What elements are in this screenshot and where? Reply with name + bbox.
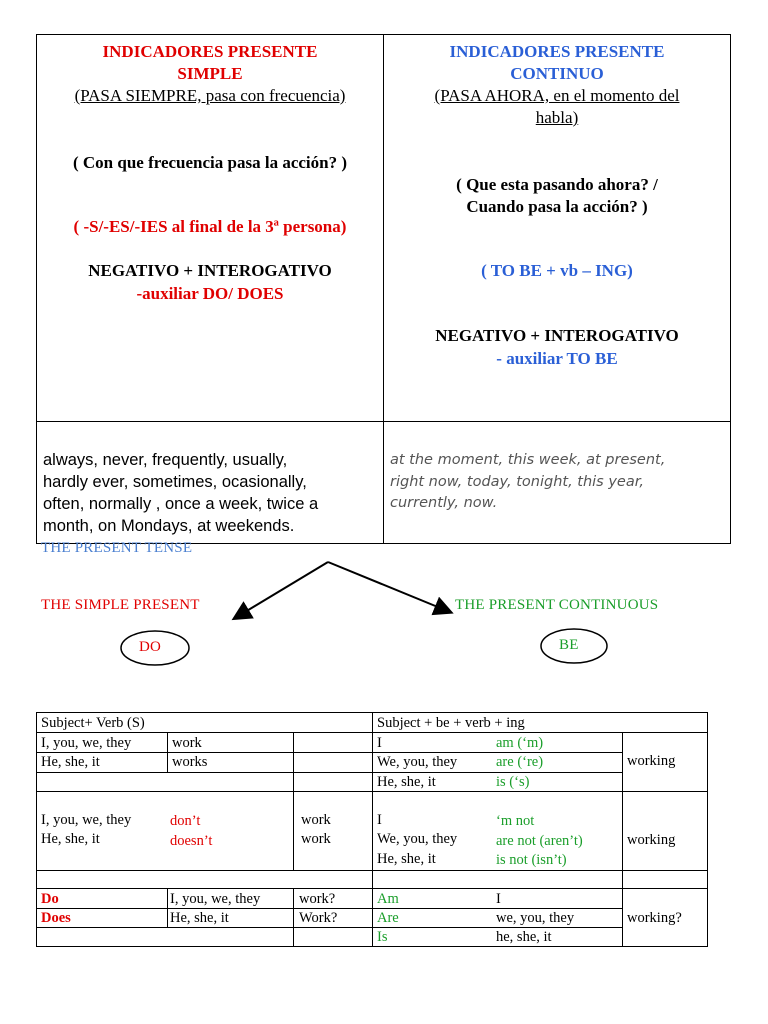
aff-cont-be: is (‘s) <box>496 774 530 790</box>
continuous-question-line2: Cuando pasa la acción? ) <box>466 197 648 216</box>
aff-cont-verb: working <box>627 753 676 769</box>
grammar-table <box>36 712 708 947</box>
aff-simple-subject: I, you, we, they <box>41 735 132 751</box>
neg-simple-aux: don’t <box>170 813 201 829</box>
int-cont-be: Are <box>377 910 399 926</box>
adverbs-simple-line: hardly ever, sometimes, ocasionally, <box>43 473 307 491</box>
adverbs-simple-line: month, on Mondays, at weekends. <box>43 517 295 535</box>
aff-simple-verb: works <box>172 754 208 770</box>
neg-cont-subject: I <box>377 812 382 828</box>
adverbs-simple-line: often, normally , once a week, twice a <box>43 495 319 513</box>
int-cont-be: Am <box>377 891 399 907</box>
table-divider <box>293 772 294 870</box>
neg-cont-be: is not (isn’t) <box>496 852 567 868</box>
simple-title-line1: INDICADORES PRESENTE <box>102 42 318 61</box>
simple-subtitle: (PASA SIEMPRE, pasa con frecuencia) <box>74 86 346 105</box>
header-continuous: Subject + be + verb + ing <box>377 715 525 731</box>
int-cont-subject: I <box>496 891 501 907</box>
aff-simple-subject: He, she, it <box>41 754 100 770</box>
simple-question: ( Con que frecuencia pasa la acción? ) <box>72 153 348 172</box>
int-cont-subject: we, you, they <box>496 910 575 926</box>
neg-cont-subject: He, she, it <box>377 851 436 867</box>
int-cont-verb: working? <box>627 910 682 926</box>
int-simple-aux: Do <box>41 891 59 907</box>
simple-auxiliar: -auxiliar DO/ DOES <box>136 284 284 303</box>
continuous-subtitle-line1: (PASA AHORA, en el momento del <box>434 86 680 105</box>
continuous-title-line1: INDICADORES PRESENTE <box>449 42 665 61</box>
arrow-to-simple <box>235 562 328 618</box>
header-simple: Subject+ Verb (S) <box>41 715 145 731</box>
int-simple-subject: I, you, we, they <box>170 891 261 907</box>
aff-cont-subject: I <box>377 735 382 751</box>
arrow-to-continuous <box>328 562 450 612</box>
adverbs-continuous-line: currently, now. <box>390 495 498 511</box>
neg-simple-subject: I, you, we, they <box>41 812 132 828</box>
do-label: DO <box>139 639 162 655</box>
int-simple-verb: work? <box>299 891 336 907</box>
neg-cont-be: are not (aren’t) <box>496 833 583 849</box>
simple-title-line2: SIMPLE <box>177 64 243 83</box>
table-divider <box>293 733 294 773</box>
adverbs-simple-line: always, never, frequently, usually, <box>43 451 288 469</box>
table-row-line <box>37 888 707 889</box>
int-simple-subject: He, she, it <box>170 910 229 926</box>
neg-simple-aux: doesn’t <box>170 833 213 849</box>
aff-cont-subject: He, she, it <box>377 774 436 790</box>
neg-simple-subject: He, she, it <box>41 831 100 847</box>
continuous-auxiliar: - auxiliar TO BE <box>496 349 618 368</box>
simple-present-label: THE SIMPLE PRESENT <box>41 597 200 613</box>
int-simple-aux: Does <box>41 910 71 926</box>
table-row-line <box>37 732 707 733</box>
table-divider <box>622 733 623 946</box>
present-continuous-label: THE PRESENT CONTINUOUS <box>455 597 659 613</box>
continuous-question-line1: ( Que esta pasando ahora? / <box>456 175 658 194</box>
neg-simple-verb: work <box>301 812 331 828</box>
aff-cont-subject: We, you, they <box>377 754 458 770</box>
simple-neg-int: NEGATIVO + INTEROGATIVO <box>88 261 332 280</box>
int-simple-verb: Work? <box>299 910 338 926</box>
continuous-formula: ( TO BE + vb – ING) <box>481 261 633 280</box>
be-label: BE <box>559 637 579 653</box>
aff-cont-be: am (‘m) <box>496 735 544 751</box>
table-row-line <box>37 870 707 871</box>
aff-simple-verb: work <box>172 735 202 751</box>
table-divider <box>167 733 168 773</box>
continuous-neg-int: NEGATIVO + INTEROGATIVO <box>435 326 679 345</box>
present-tense-heading: THE PRESENT TENSE <box>41 540 193 556</box>
table-row-line <box>37 772 622 773</box>
neg-simple-verb: work <box>301 831 331 847</box>
continuous-subtitle-line2: habla) <box>535 108 579 127</box>
int-cont-subject: he, she, it <box>496 929 552 945</box>
neg-cont-subject: We, you, they <box>377 831 458 847</box>
neg-cont-be: ‘m not <box>496 813 535 829</box>
table-divider <box>293 888 294 946</box>
simple-rule: ( -S/-ES/-IES al final de la 3ª persona) <box>73 217 347 236</box>
aff-cont-be: are (‘re) <box>496 754 544 770</box>
table-divider <box>372 713 373 946</box>
adverbs-continuous-line: at the moment, this week, at present, <box>390 452 666 468</box>
table-row-line <box>37 791 707 792</box>
adverbs-continuous-line: right now, today, tonight, this year, <box>390 473 644 490</box>
int-cont-be: Is <box>377 929 388 945</box>
neg-cont-verb: working <box>627 832 676 848</box>
continuous-title-line2: CONTINUO <box>510 64 604 83</box>
